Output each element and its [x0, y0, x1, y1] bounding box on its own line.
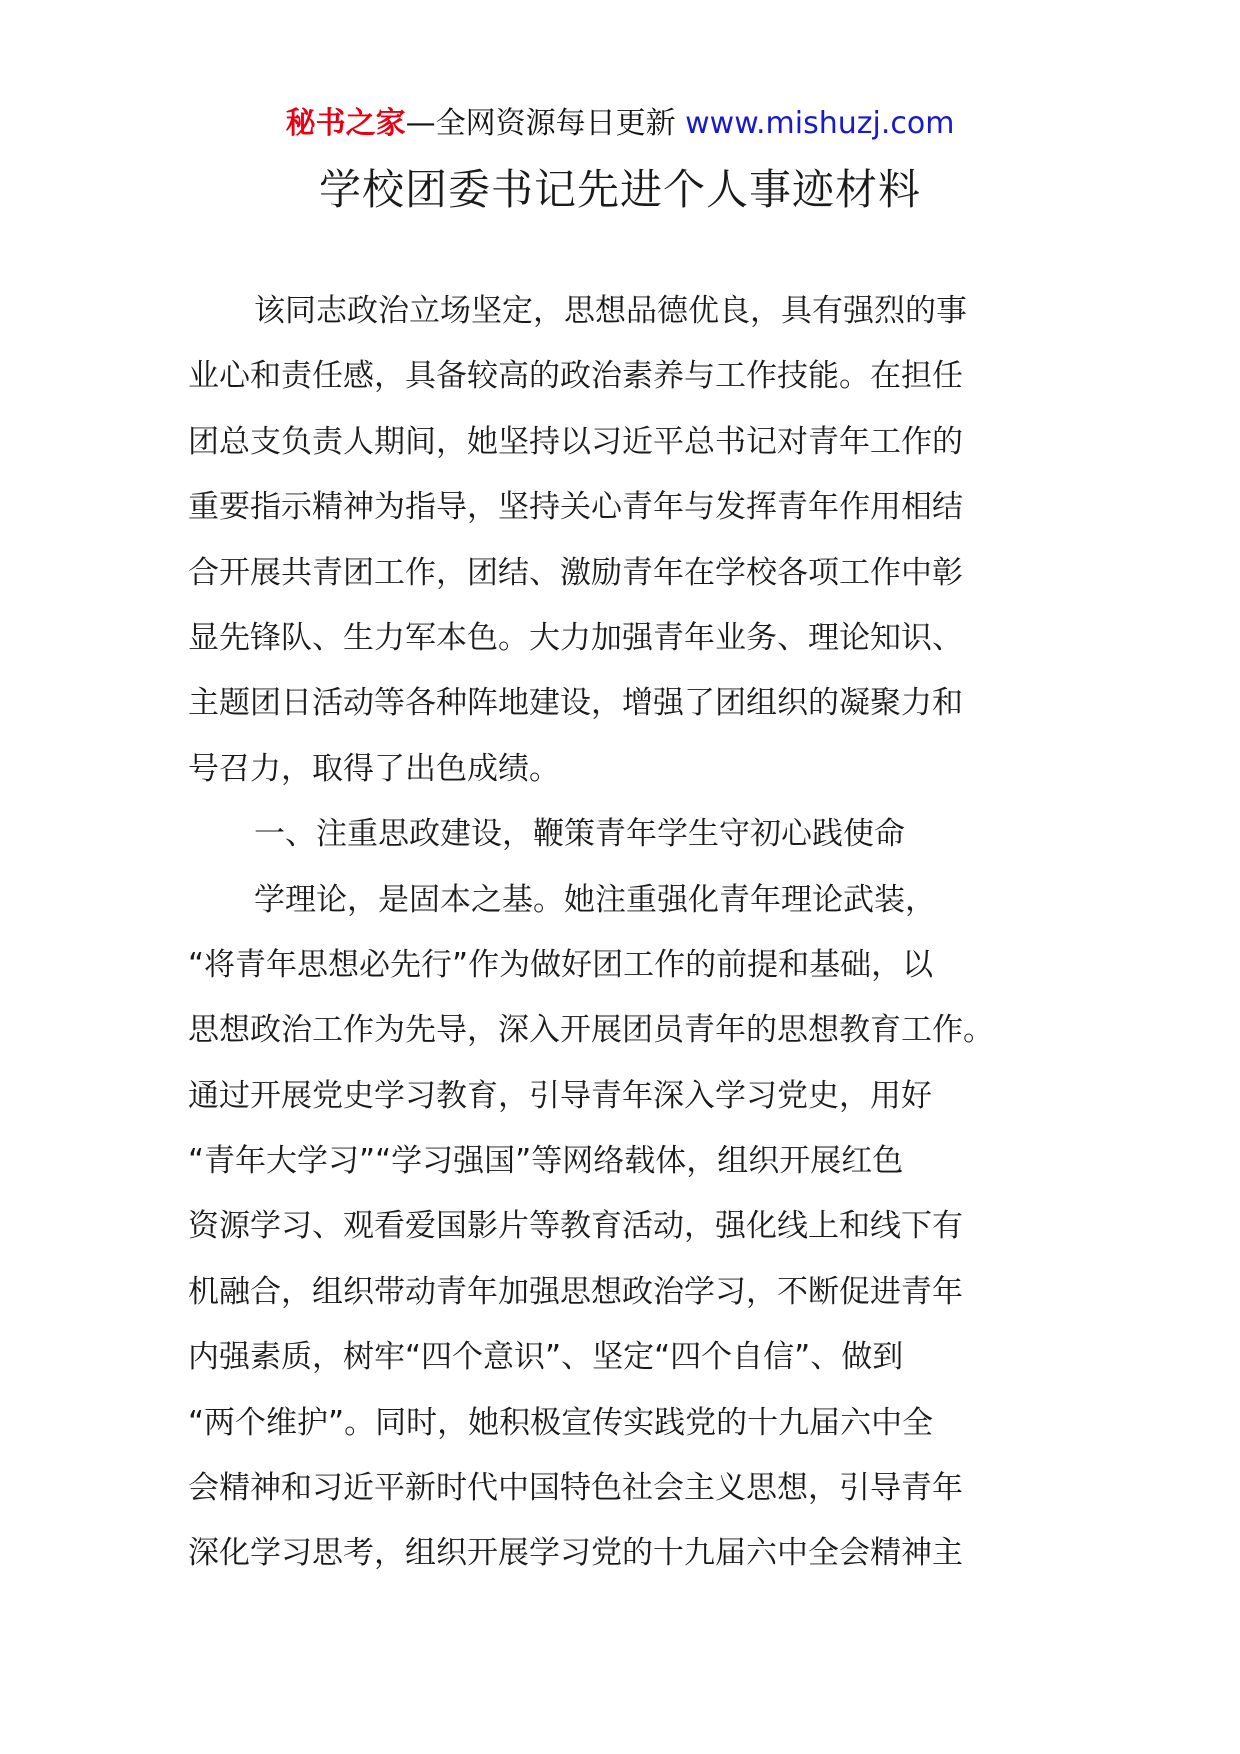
section-heading: 一、注重思政建设，鞭策青年学生守初心践使命: [254, 816, 905, 853]
header-tagline: —全网资源每日更新: [405, 106, 676, 141]
text-line: 主题团日活动等各种阵地建设，增强了团组织的凝聚力和: [188, 685, 963, 722]
text-line: 合开展共青团工作，团结、激励青年在学校各项工作中彰: [188, 554, 963, 591]
brand-name: 秘书之家: [285, 106, 406, 141]
text-line: 会精神和习近平新时代中国特色社会主义思想，引导青年: [188, 1470, 963, 1507]
text-line: 内强素质，树牢“四个意识”、坚定“四个自信”、做到: [188, 1339, 904, 1376]
document-title: 学校团委书记先进个人事迹材料: [318, 165, 921, 214]
text-line: 重要指示精神为指导，坚持关心青年与发挥青年作用相结: [188, 489, 963, 526]
text-line: 通过开展党史学习教育，引导青年深入学习党史，用好: [188, 1077, 932, 1114]
site-header: [0, 104, 1240, 144]
text-line: 团总支负责人期间，她坚持以习近平总书记对青年工作的: [188, 423, 963, 460]
text-line: 号召力，取得了出色成绩。: [188, 750, 560, 787]
text-line: 资源学习、观看爱国影片等教育活动，强化线上和线下有: [188, 1208, 963, 1245]
text-line: 深化学习思考，组织开展学习党的十九届六中全会精神主: [188, 1535, 963, 1572]
text-line: 机融合，组织带动青年加强思想政治学习，不断促进青年: [188, 1273, 963, 1310]
text-line: 显先锋队、生力军本色。大力加强青年业务、理论知识、: [188, 619, 963, 656]
text-line: 业心和责任感，具备较高的政治素养与工作技能。在担任: [188, 358, 963, 395]
document-body: [188, 291, 1038, 1599]
site-url-link[interactable]: www.mishuzj.com: [685, 106, 955, 141]
text-line: 该同志政治立场坚定，思想品德优良，具有强烈的事: [254, 293, 967, 329]
text-line: 学理论，是固本之基。她注重强化青年理论武装，: [254, 881, 936, 918]
text-line: “将青年思想必先行”作为做好团工作的前提和基础，以: [188, 946, 934, 983]
text-line: 思想政治工作为先导，深入开展团员青年的思想教育工作。: [188, 1012, 994, 1049]
text-line: “青年大学习”“学习强国”等网络载体，组织开展红色: [188, 1143, 904, 1180]
text-line: “两个维护”。同时，她积极宣传实践党的十九届六中全: [188, 1404, 934, 1441]
